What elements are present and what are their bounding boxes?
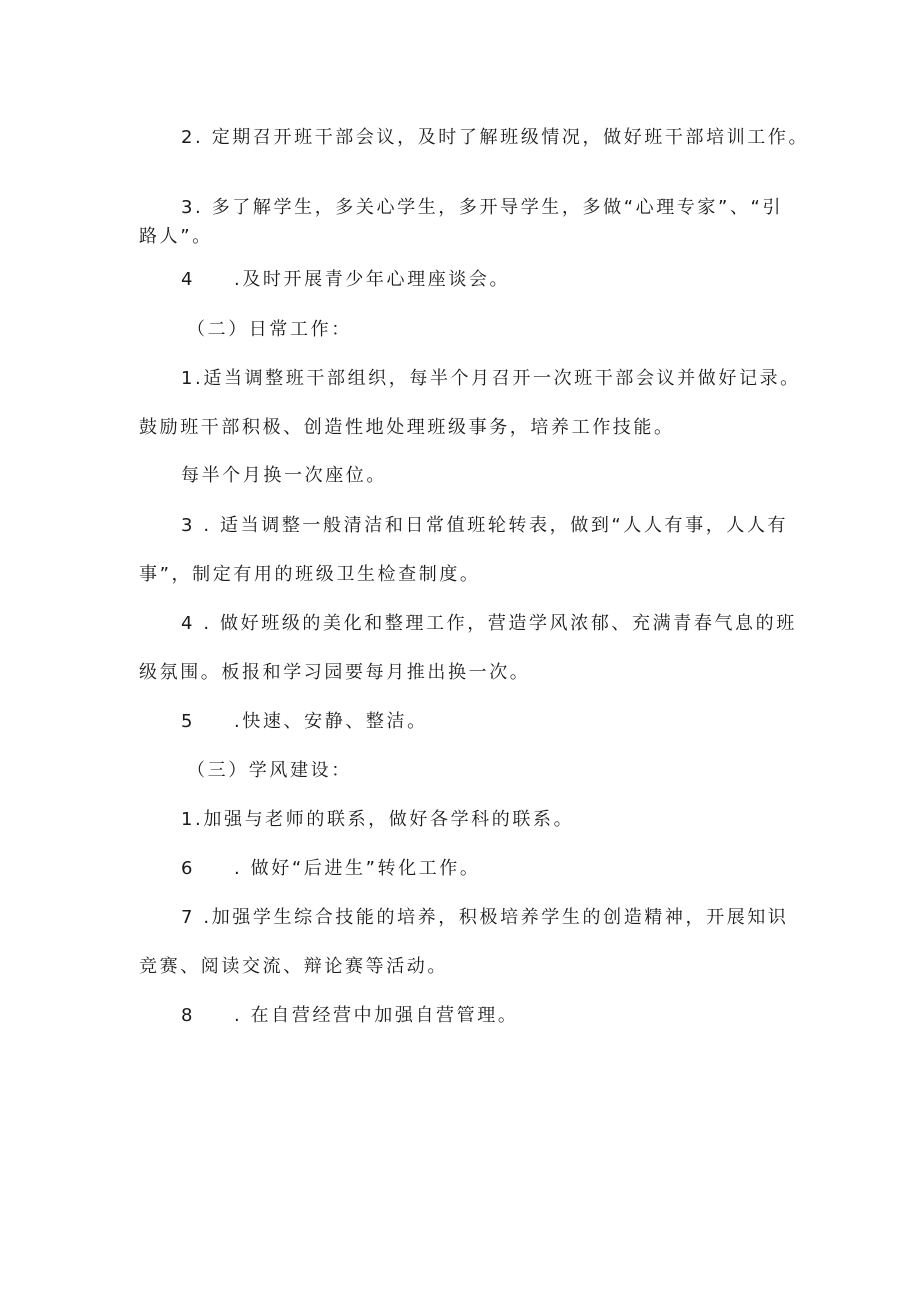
paragraph-3-line-1: 3. 多了解学生，多关心学生，多开导学生，多做“心理专家”、“引 xyxy=(181,197,784,218)
daily-seat-change: 每半个月换一次座位。 xyxy=(181,465,387,486)
daily-5-number: 5 xyxy=(181,711,196,732)
study-6-number: 6 xyxy=(181,858,196,879)
daily-4-line-1: 4 . 做好班级的美化和整理工作，营造学风浓郁、充满青春气息的班 xyxy=(181,613,797,634)
study-8-text: . 在自营经营中加强自营管理。 xyxy=(234,1005,519,1026)
daily-3-line-2: 事”，制定有用的班级卫生检查制度。 xyxy=(139,564,481,585)
study-1: 1.加强与老师的联系，做好各学科的联系。 xyxy=(181,809,575,830)
study-8-number: 8 xyxy=(181,1005,196,1026)
paragraph-4-number: 4 xyxy=(181,269,196,290)
study-6-text: . 做好“后进生”转化工作。 xyxy=(234,858,481,879)
section-heading-daily-work: （二）日常工作： xyxy=(187,319,352,340)
daily-3-line-1: 3 . 适当调整一般清洁和日常值班轮转表，做到“人人有事，人人有 xyxy=(181,515,789,536)
study-7-line-1: 7 .加强学生综合技能的培养，积极培养学生的创造精神，开展知识 xyxy=(181,907,789,928)
study-7-line-2: 竞赛、阅读交流、辩论赛等活动。 xyxy=(139,956,448,977)
paragraph-4-text: .及时开展青少年心理座谈会。 xyxy=(234,269,511,290)
daily-4-line-2: 级氛围。板报和学习园要每月推出换一次。 xyxy=(139,662,531,683)
daily-1-line-2: 鼓励班干部积极、创造性地处理班级事务，培养工作技能。 xyxy=(139,417,675,438)
section-heading-study-style: （三）学风建设： xyxy=(187,760,352,781)
daily-5-text: .快速、安静、整洁。 xyxy=(234,711,428,732)
paragraph-2-line-1: 2. 定期召开班干部会议，及时了解班级情况，做好班干部培训工作。 xyxy=(181,127,810,148)
paragraph-3-line-2: 路人”。 xyxy=(139,226,213,247)
daily-1-line-1: 1.适当调整班干部组织，每半个月召开一次班干部会议并做好记录。 xyxy=(181,368,801,389)
